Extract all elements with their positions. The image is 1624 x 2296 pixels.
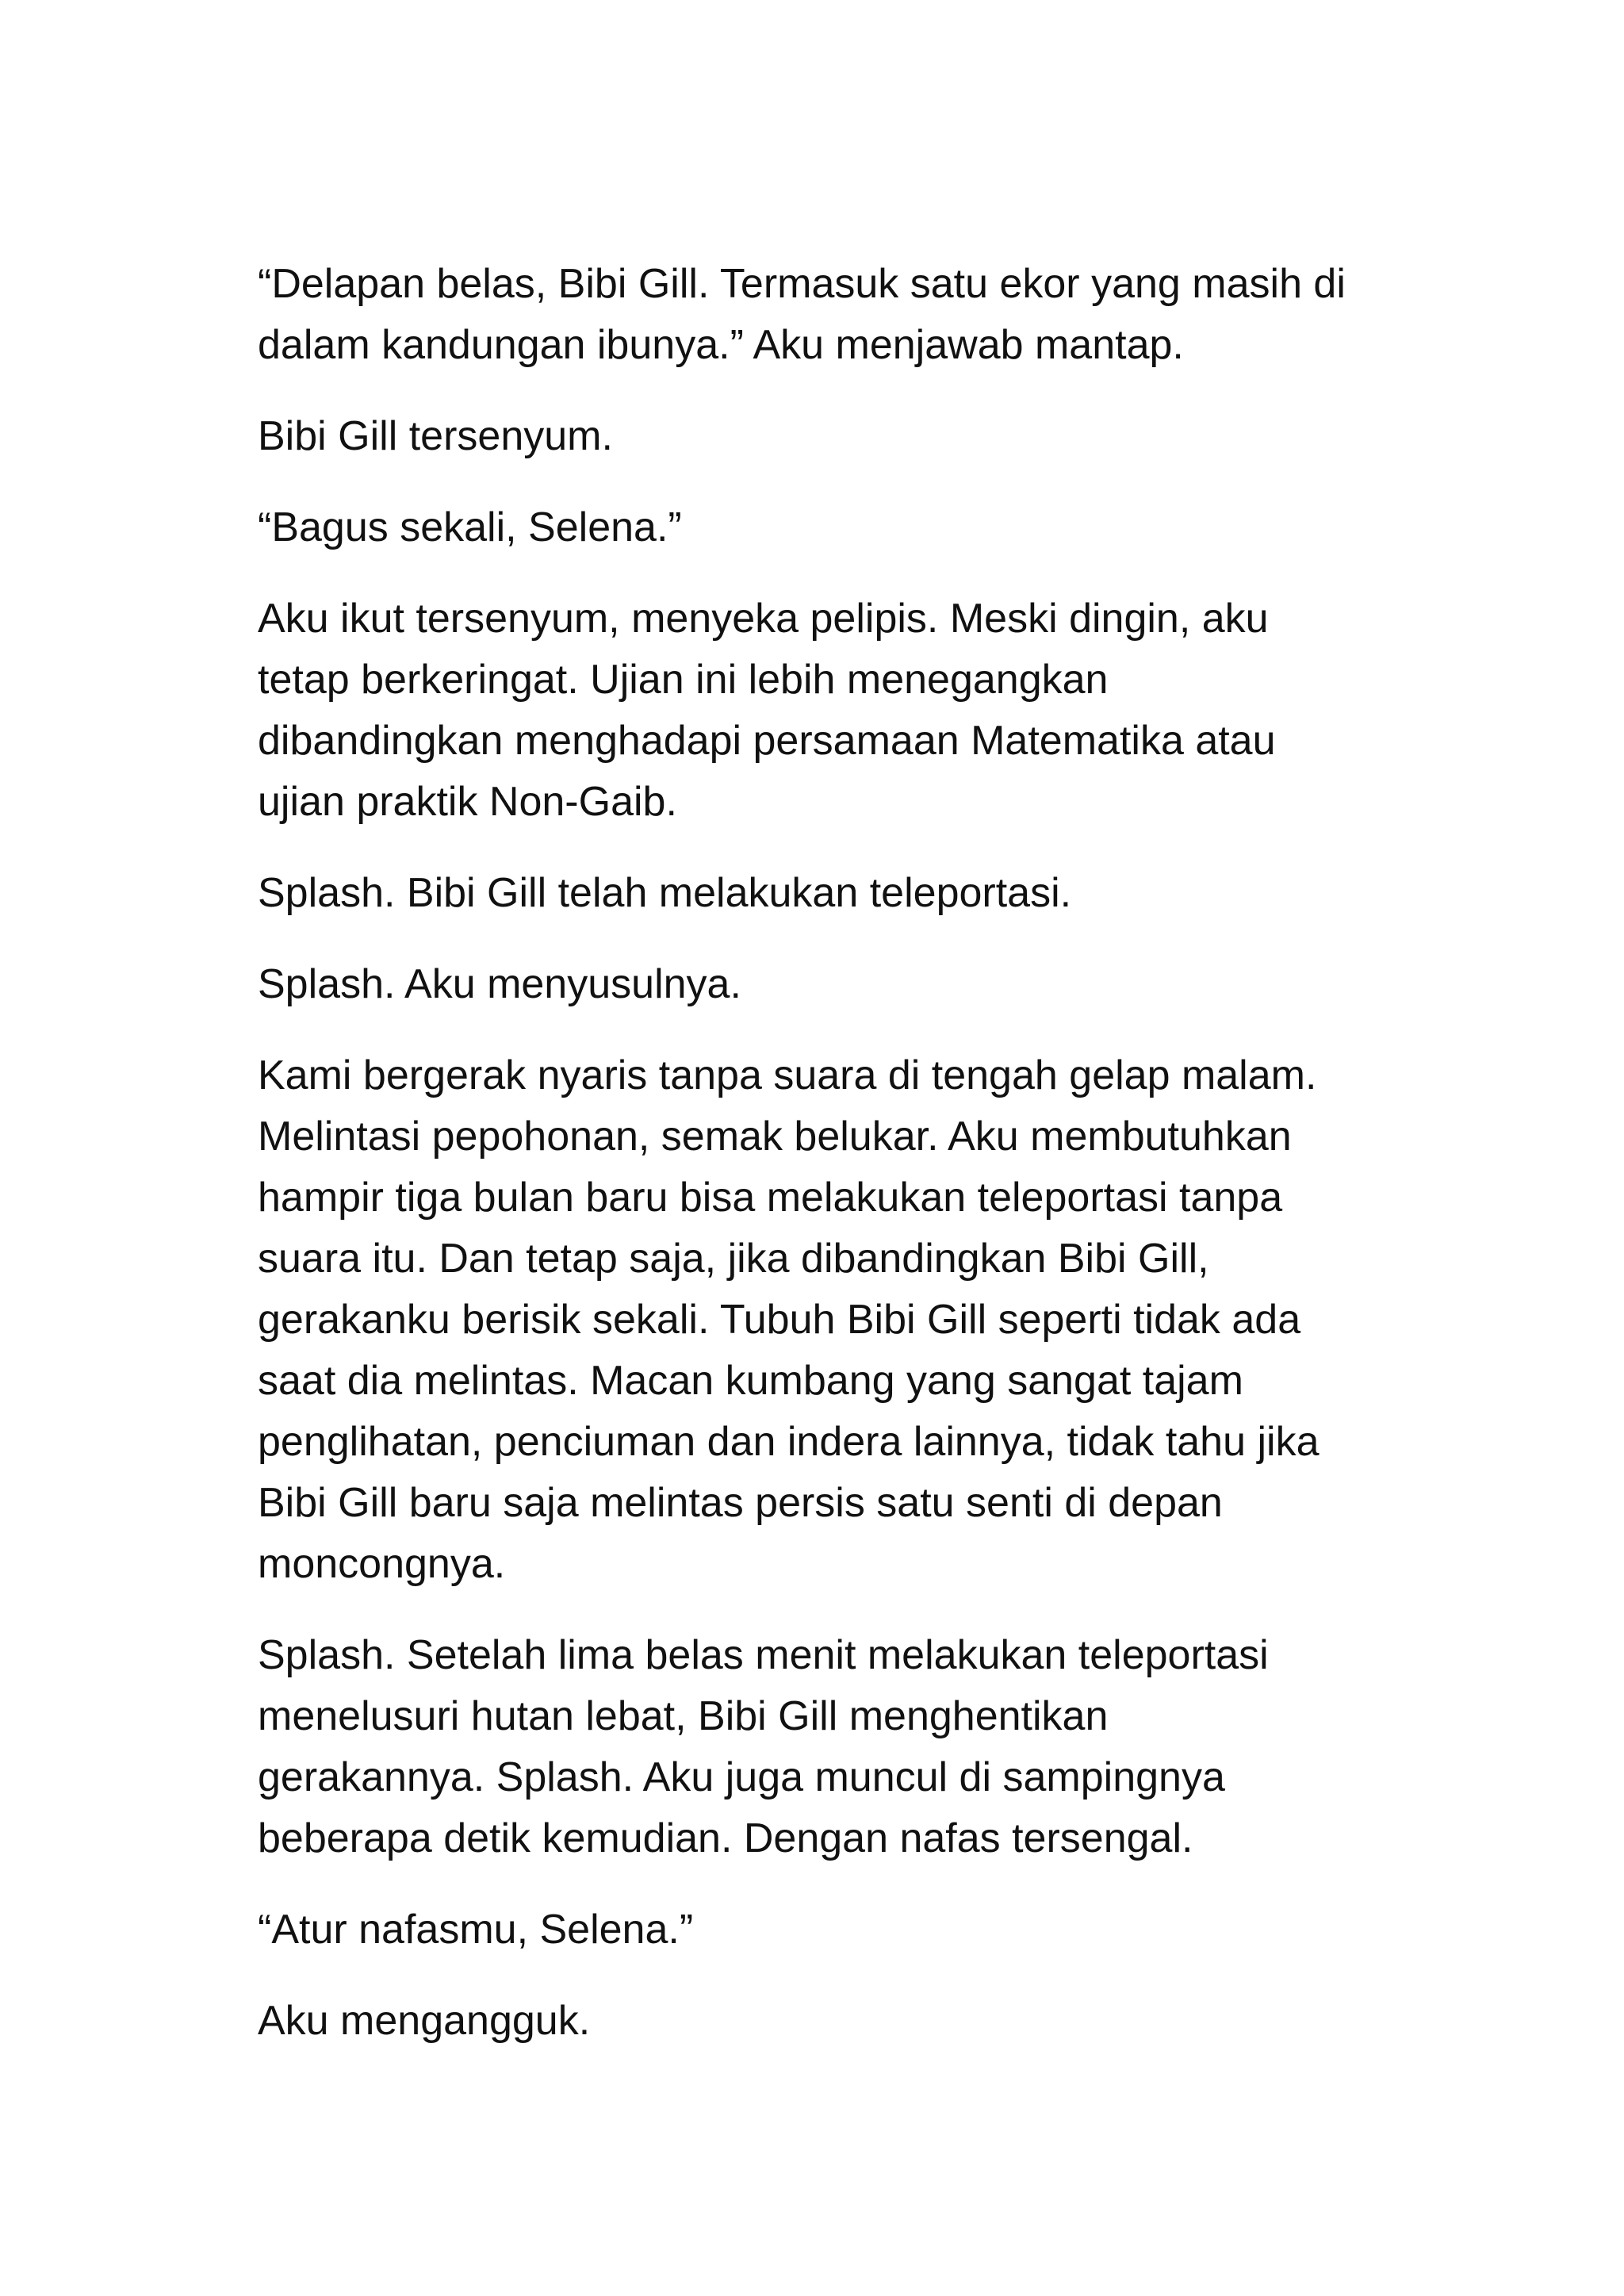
paragraph-3 [258,497,1408,558]
paragraph-1 [258,254,1408,376]
text-line: dibandingkan menghadapi persamaan Matematika atau [258,718,1276,764]
text-line: Bibi Gill baru saja melintas persis satu senti di depan [258,1480,1223,1526]
text-line: Melintasi pepohonan, semak belukar. Aku membutuhkan [258,1114,1292,1159]
paragraph-10 [258,1991,1408,2052]
text-line: Aku ikut tersenyum, menyeka pelipis. Meski dingin, aku [258,596,1269,642]
paragraph-4 [258,588,1408,833]
paragraph-6 [258,954,1408,1015]
text-line: dalam kandungan ibunya.” Aku menjawab mantap. [258,322,1184,368]
text-line: Bibi Gill tersenyum. [258,413,613,459]
text-line: penglihatan, penciuman dan indera lainnya, tidak tahu jika [258,1419,1320,1465]
text-line: hampir tiga bulan baru bisa melakukan teleportasi tanpa [258,1175,1283,1221]
text-line: gerakannya. Splash. Aku juga muncul di sampingnya [258,1754,1225,1800]
text-line: “Delapan belas, Bibi Gill. Termasuk satu ekor yang masih di [258,261,1346,307]
paragraph-2 [258,406,1408,467]
text-line: gerakanku berisik sekali. Tubuh Bibi Gill seperti tidak ada [258,1297,1301,1343]
text-line: moncongnya. [258,1541,506,1587]
text-line: suara itu. Dan tetap saja, jika dibandingkan Bibi Gill, [258,1236,1209,1282]
text-line: saat dia melintas. Macan kumbang yang sangat tajam [258,1358,1243,1404]
text-body [258,254,1408,2082]
paragraph-8 [258,1625,1408,1869]
paragraph-7 [258,1045,1408,1595]
text-line: Kami bergerak nyaris tanpa suara di tengah gelap malam. [258,1052,1317,1098]
text-line: “Atur nafasmu, Selena.” [258,1907,694,1953]
text-line: Aku mengangguk. [258,1998,591,2044]
text-line: Splash. Bibi Gill telah melakukan teleportasi. [258,870,1072,916]
paragraph-5 [258,863,1408,924]
text-line: menelusuri hutan lebat, Bibi Gill menghentikan [258,1693,1109,1739]
text-line: Splash. Setelah lima belas menit melakukan teleportasi [258,1632,1269,1678]
text-line: tetap berkeringat. Ujian ini lebih menegangkan [258,657,1109,703]
text-line: “Bagus sekali, Selena.” [258,504,682,550]
text-line: Splash. Aku menyusulnya. [258,961,741,1007]
text-line: ujian praktik Non-Gaib. [258,779,677,825]
text-line: beberapa detik kemudian. Dengan nafas tersengal. [258,1815,1193,1861]
paragraph-9 [258,1899,1408,1961]
